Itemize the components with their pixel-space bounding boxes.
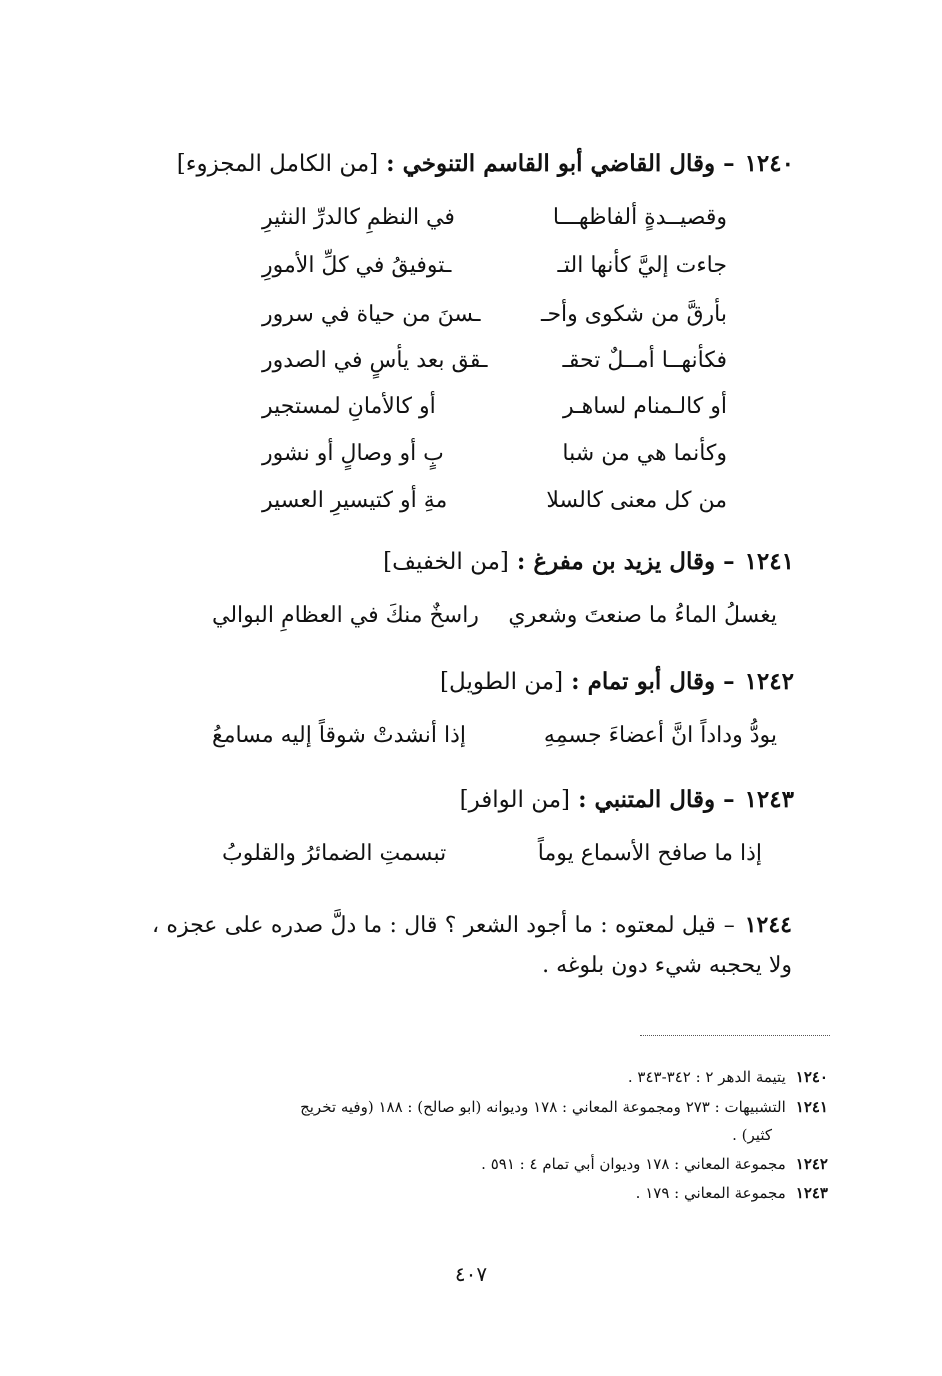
footnote-text: مجموعة المعاني : ١٧٨ وديوان أبي تمام ٤ : ٥٩١ .: [481, 1155, 786, 1173]
entry-meter: [من الوافر]: [459, 787, 571, 813]
verse-hemistich-second: أو كالأمانِ لمستجير: [262, 394, 436, 419]
verse-hemistich-second: راسخٌ منكَ في العظامِ البوالي: [212, 603, 479, 628]
entry-intro: وقال القاضي أبو القاسم التنوخي :: [386, 150, 716, 177]
entry-heading-1241: ١٢٤١–وقال يزيد بن مفرغ : [من الخفيف]: [383, 548, 794, 575]
verse-hemistich-second: في النظمِ كالدرِّ النثيرِ: [262, 205, 455, 230]
verse-hemistich-second: ـتوفيقُ في كلِّ الأمورِ: [262, 253, 452, 278]
entry-intro: وقال أبو تمام :: [571, 668, 716, 695]
verse-hemistich-second: ـقق بعد يأسٍ في الصدور: [262, 348, 488, 373]
entry-heading-1240: ١٢٤٠–وقال القاضي أبو القاسم التنوخي : [من الكامل المجزوء]: [176, 150, 794, 177]
entry-number: ١٢٤٤: [744, 912, 792, 938]
entry-1244-prose: ١٢٤٤–قيل لمعتوه : ما أجود الشعر ؟ قال : ما دلَّ صدره على عجزه ، ولا يحجبه شيء دون بلوغه .: [152, 912, 792, 978]
verse-hemistich-second: ـسنَ من حياة في سرور: [262, 302, 481, 327]
verse-hemistich-second: إذا أنشدتْ شوقاً إليه مسامعُ: [212, 723, 466, 748]
verse-hemistich-first: بأرقَّ من شكوى وأحـ: [541, 302, 727, 327]
verse-hemistich-first: أو كالـمنام لساهـر: [563, 394, 727, 419]
entry-text: قيل لمعتوه : ما أجود الشعر ؟ قال : ما دلَّ صدره على عجزه ، ولا يحجبه شيء دون بلوغه .: [152, 913, 792, 978]
verse-hemistich-second: بٍ أو وصالٍ أو نشور: [262, 441, 444, 466]
entry-number: ١٢٤٠: [744, 150, 794, 177]
footnote: [628, 1068, 828, 1086]
entry-number: ١٢٤٢: [744, 668, 794, 695]
footnote-text: التشبيهات : ٢٧٣ ومجموعة المعاني : ١٧٨ وديوانه (ابو صالح) : ١٨٨ (وفيه تخريج: [300, 1098, 786, 1116]
verse-hemistich-second: مةِ أو كتيسيرِ العسير: [262, 488, 448, 513]
entry-meter: [من الطويل]: [440, 669, 564, 695]
entry-meter: [من الخفيف]: [383, 549, 509, 575]
verse-hemistich-first: من كل معنى كالسلا: [546, 488, 727, 513]
footnote-text: مجموعة المعاني : ١٧٩ .: [635, 1184, 786, 1202]
page-number: ٤٠٧: [454, 1262, 488, 1286]
entry-intro: وقال يزيد بن مفرغ :: [516, 548, 716, 575]
verse-hemistich-first: وكأنما هي من شبا: [562, 441, 727, 466]
footnote-separator: [640, 1035, 830, 1036]
footnote: [636, 1184, 828, 1202]
footnote-continuation: كثير) .: [732, 1126, 772, 1144]
verse-hemistich-second: تبسمتِ الضمائرُ والقلوبُ: [222, 841, 447, 866]
footnote-number: ١٢٤٢: [795, 1155, 828, 1173]
entry-number: ١٢٤٣: [744, 786, 794, 813]
entry-heading-1242: ١٢٤٢–وقال أبو تمام : [من الطويل]: [440, 668, 794, 695]
verse-hemistich-first: يغسلُ الماءُ ما صنعتَ وشعري: [508, 603, 777, 628]
verse-hemistich-first: جاءت إليَّ كأنها التـ: [557, 253, 727, 278]
entry-intro: وقال المتنبي :: [578, 786, 716, 813]
verse-hemistich-first: يودُّ وداداً انَّ أعضاءَ جسمِهِ: [543, 723, 777, 748]
verse-hemistich-first: فكأنهــا أمــلٌ تحقـ: [562, 348, 727, 373]
verse-hemistich-first: إذا ما صافح الأسماع يوماً: [537, 841, 762, 866]
entry-number: ١٢٤١: [744, 548, 794, 575]
footnote-text: يتيمة الدهر ٢ : ٣٤٢-٣٤٣ .: [627, 1068, 786, 1086]
footnote-number: ١٢٤١: [795, 1098, 828, 1116]
verse-hemistich-first: وقصيــدةٍ ألفاظهـــا: [552, 205, 727, 230]
footnote-number: ١٢٤٣: [795, 1184, 828, 1202]
footnote: [481, 1155, 828, 1173]
entry-heading-1243: ١٢٤٣–وقال المتنبي : [من الوافر]: [459, 786, 794, 813]
footnote: [300, 1098, 828, 1116]
entry-meter: [من الكامل المجزوء]: [176, 151, 379, 177]
footnote-number: ١٢٤٠: [795, 1068, 828, 1086]
